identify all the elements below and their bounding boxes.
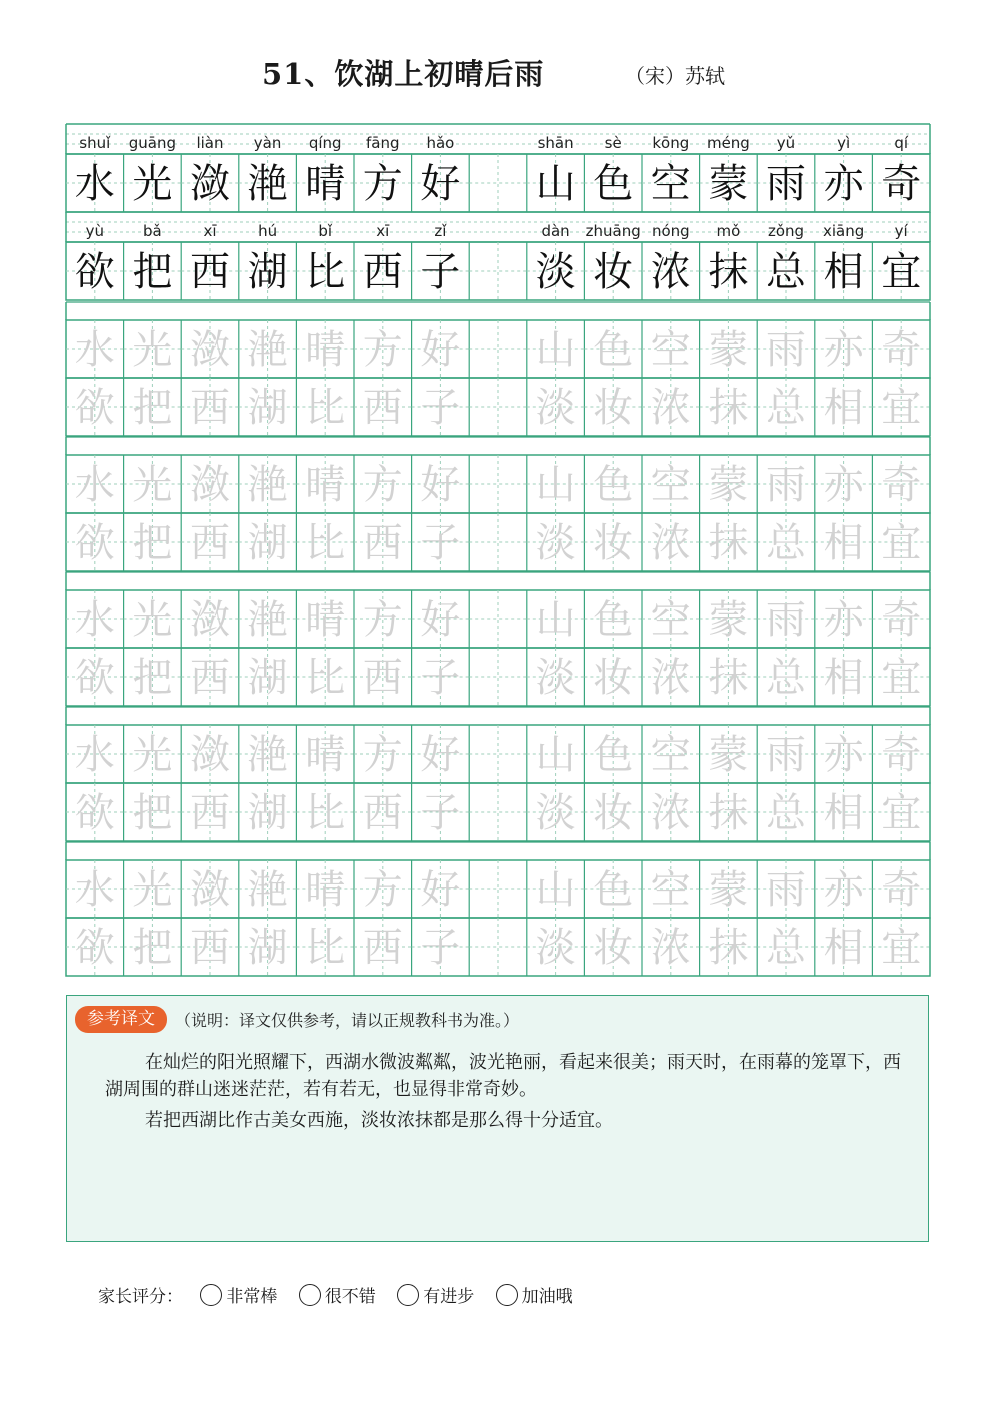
- practice-row-b-char: 子: [420, 655, 461, 701]
- practice-row-b-char: 西: [190, 385, 230, 431]
- practice-row-a-char: 水: [74, 732, 115, 778]
- practice-row-a-char: 色: [593, 597, 634, 643]
- rating-circle-3[interactable]: [397, 1284, 419, 1306]
- practice-row-b-char: 湖: [247, 655, 288, 701]
- practice-row-b-char: 淡: [535, 925, 576, 971]
- practice-row-a-char: 好: [420, 327, 461, 373]
- practice-row-b-char: 欲: [74, 385, 115, 431]
- practice-row-b-char: 抹: [708, 385, 749, 431]
- practice-row-a-char: 雨: [766, 732, 806, 778]
- practice-row-a-char: 潋: [190, 597, 230, 643]
- practice-row-b-char: 子: [420, 925, 461, 971]
- practice-row-a-char: 水: [74, 597, 115, 643]
- practice-row-b-char: 湖: [247, 520, 288, 566]
- practice-row-a-char: 山: [535, 462, 576, 508]
- practice-row-a-char: 色: [593, 327, 634, 373]
- practice-row-b-char: 子: [420, 520, 461, 566]
- practice-row-a-char: 光: [132, 867, 173, 913]
- pinyin-row-1-syllable: yàn: [253, 134, 282, 152]
- practice-row-a-char: 光: [132, 732, 173, 778]
- char-row-1-char: 山: [535, 161, 576, 207]
- practice-row-b-char: 把: [132, 790, 173, 836]
- practice-row-b-char: 妆: [593, 385, 634, 431]
- practice-row-a-char: 蒙: [708, 867, 749, 913]
- rating-circle-4[interactable]: [496, 1284, 518, 1306]
- pinyin-row-2-syllable: yù: [85, 222, 104, 240]
- practice-row-b-char: 抹: [708, 655, 749, 701]
- practice-row-a-char: 晴: [305, 867, 346, 913]
- rating-label: 家长评分：: [98, 1287, 183, 1307]
- char-row-2-char: 欲: [74, 249, 115, 295]
- practice-row-a-char: 晴: [305, 462, 346, 508]
- practice-row-b-char: 欲: [74, 925, 115, 971]
- practice-row-b-char: 妆: [593, 520, 634, 566]
- practice-row-b-char: 总: [766, 655, 806, 701]
- pinyin-row-1-syllable: qíng: [308, 134, 342, 152]
- practice-row-b-char: 总: [766, 385, 806, 431]
- practice-row-b-char: 西: [362, 925, 403, 971]
- pinyin-row-1-syllable: yǔ: [776, 134, 796, 152]
- practice-row-a-char: 晴: [305, 597, 346, 643]
- char-row-1-char: 蒙: [708, 161, 749, 207]
- practice-row-a-char: 山: [535, 732, 576, 778]
- practice-row-b-char: 欲: [74, 655, 115, 701]
- practice-row-b-char: 比: [305, 925, 346, 971]
- practice-row-a-char: 光: [132, 597, 173, 643]
- practice-row-b-char: 淡: [535, 520, 576, 566]
- pinyin-row-2-syllable: zhuāng: [585, 222, 641, 240]
- practice-row-b-char: 抹: [708, 790, 749, 836]
- practice-row-a-char: 雨: [766, 462, 806, 508]
- practice-row-b-char: 总: [766, 520, 806, 566]
- practice-row-a-char: 山: [535, 327, 576, 373]
- practice-row-a-char: 山: [535, 867, 576, 913]
- practice-row-a-char: 潋: [190, 867, 230, 913]
- pinyin-row-1-syllable: hǎo: [426, 134, 455, 152]
- pinyin-row-2-syllable: yí: [894, 222, 908, 240]
- practice-row-b-char: 相: [823, 925, 864, 971]
- practice-row-a-char: 山: [535, 597, 576, 643]
- practice-row-a-char: 蒙: [708, 597, 749, 643]
- practice-row-b-char: 比: [305, 790, 346, 836]
- practice-row-b-char: 欲: [74, 790, 115, 836]
- practice-row-b-char: 西: [362, 520, 403, 566]
- practice-row-b-char: 把: [132, 520, 173, 566]
- practice-row-a-char: 水: [74, 462, 115, 508]
- char-row-2-char: 相: [823, 249, 864, 295]
- practice-row-a-char: 空: [650, 462, 691, 508]
- practice-row-b-char: 湖: [247, 385, 288, 431]
- practice-row-a-char: 滟: [247, 462, 288, 508]
- poem-author: （宋）苏轼: [625, 64, 725, 88]
- char-row-2-char: 总: [766, 249, 806, 295]
- char-row-1-char: 光: [132, 161, 173, 207]
- practice-row-b-char: 西: [362, 385, 403, 431]
- char-row-2-char: 西: [190, 249, 230, 295]
- char-row-2-char: 比: [305, 249, 346, 295]
- char-row-1-char: 方: [362, 161, 403, 207]
- practice-row-b-char: 抹: [708, 925, 749, 971]
- practice-row-a-char: 空: [650, 867, 691, 913]
- practice-row-b-char: 比: [305, 655, 346, 701]
- pinyin-row-1-syllable: shuǐ: [79, 134, 111, 152]
- practice-row-b-char: 淡: [535, 385, 576, 431]
- practice-row-b-char: 西: [190, 790, 230, 836]
- practice-row-a-char: 奇: [881, 867, 922, 913]
- practice-row-a-char: 滟: [247, 597, 288, 643]
- rating-option-2: 很不错: [324, 1287, 376, 1307]
- pinyin-row-1-syllable: guāng: [128, 134, 177, 152]
- parent-rating: [98, 1282, 577, 1312]
- char-row-2-char: 西: [362, 249, 403, 295]
- page-title: 51、饮湖上初晴后雨: [262, 57, 545, 91]
- pinyin-row-1-syllable: kōng: [652, 134, 690, 152]
- practice-row-a-char: 亦: [823, 597, 864, 643]
- practice-row-a-char: 奇: [881, 732, 922, 778]
- pinyin-row-2-syllable: xiāng: [822, 222, 865, 240]
- practice-row-b-char: 把: [132, 655, 173, 701]
- practice-row-b-char: 浓: [650, 520, 691, 566]
- practice-row-a-char: 雨: [766, 597, 806, 643]
- practice-row-b-char: 西: [190, 925, 230, 971]
- practice-row-b-char: 淡: [535, 790, 576, 836]
- practice-row-b-char: 抹: [708, 520, 749, 566]
- practice-row-a-char: 方: [362, 867, 403, 913]
- practice-row-a-char: 好: [420, 597, 461, 643]
- practice-row-b-char: 湖: [247, 925, 288, 971]
- practice-row-b-char: 浓: [650, 385, 691, 431]
- pinyin-row-2-syllable: xī: [203, 222, 217, 240]
- practice-row-b-char: 西: [190, 520, 230, 566]
- practice-row-b-char: 子: [420, 385, 461, 431]
- pinyin-row-1-syllable: méng: [706, 134, 750, 152]
- practice-row-b-char: 浓: [650, 655, 691, 701]
- practice-row-b-char: 把: [132, 385, 173, 431]
- practice-row-b-char: 欲: [74, 520, 115, 566]
- char-row-2-char: 宜: [881, 249, 922, 295]
- practice-row-b-char: 西: [362, 655, 403, 701]
- practice-row-b-char: 宜: [881, 925, 922, 971]
- translation-note: （说明：译文仅供参考，请以正规教科书为准。）: [175, 1011, 520, 1030]
- pinyin-row-1-syllable: liàn: [196, 134, 224, 152]
- char-row-1-char: 晴: [305, 161, 346, 207]
- pinyin-row-2-syllable: xī: [376, 222, 390, 240]
- rating-circle-1[interactable]: [200, 1284, 222, 1306]
- practice-row-a-char: 亦: [823, 867, 864, 913]
- practice-row-a-char: 亦: [823, 462, 864, 508]
- practice-row-a-char: 雨: [766, 327, 806, 373]
- practice-row-a-char: 滟: [247, 327, 288, 373]
- practice-row-a-char: 光: [132, 327, 173, 373]
- char-row-2-char: 把: [132, 249, 173, 295]
- practice-row-a-char: 雨: [766, 867, 806, 913]
- practice-row-b-char: 子: [420, 790, 461, 836]
- practice-row-b-char: 妆: [593, 925, 634, 971]
- practice-row-a-char: 好: [420, 462, 461, 508]
- practice-row-a-char: 方: [362, 462, 403, 508]
- practice-row-a-char: 蒙: [708, 462, 749, 508]
- practice-row-b-char: 比: [305, 385, 346, 431]
- practice-row-b-char: 宜: [881, 655, 922, 701]
- practice-row-b-char: 相: [823, 520, 864, 566]
- rating-option-1: 非常棒: [226, 1287, 278, 1307]
- char-row-1-char: 雨: [766, 161, 806, 207]
- practice-row-a-char: 好: [420, 732, 461, 778]
- practice-row-a-char: 空: [650, 327, 691, 373]
- translation-badge: 参考译文: [75, 1006, 167, 1033]
- practice-row-a-char: 奇: [881, 462, 922, 508]
- char-row-1-char: 色: [593, 161, 634, 207]
- char-row-1-char: 空: [650, 161, 691, 207]
- practice-row-b-char: 宜: [881, 790, 922, 836]
- pinyin-row-1-syllable: yì: [837, 134, 851, 152]
- practice-row-a-char: 滟: [247, 867, 288, 913]
- practice-row-a-char: 潋: [190, 732, 230, 778]
- char-row-1-char: 水: [74, 161, 115, 207]
- char-row-1-char: 奇: [881, 161, 922, 207]
- practice-row-b-char: 宜: [881, 520, 922, 566]
- pinyin-row-2-syllable: zǐ: [434, 222, 447, 240]
- practice-row-a-char: 晴: [305, 732, 346, 778]
- pinyin-row-1-syllable: shān: [537, 134, 574, 152]
- char-row-1-char: 滟: [247, 161, 288, 207]
- practice-row-b-char: 西: [362, 790, 403, 836]
- practice-row-a-char: 光: [132, 462, 173, 508]
- practice-row-a-char: 色: [593, 732, 634, 778]
- practice-row-b-char: 宜: [881, 385, 922, 431]
- char-row-2-char: 妆: [593, 249, 634, 295]
- pinyin-row-2-syllable: hú: [258, 222, 278, 240]
- practice-row-b-char: 总: [766, 790, 806, 836]
- pinyin-row-1-syllable: sè: [604, 134, 622, 152]
- practice-row-a-char: 好: [420, 867, 461, 913]
- translation-paragraph-1: 在灿烂的阳光照耀下，西湖水微波粼粼，波光艳丽，看起来很美；雨天时，在雨幕的笼罩下，西湖周围的群山迷迷茫茫，若有若无，也显得非常奇妙。: [105, 1052, 901, 1100]
- practice-row-b-char: 浓: [650, 790, 691, 836]
- practice-row-b-char: 淡: [535, 655, 576, 701]
- practice-row-a-char: 潋: [190, 462, 230, 508]
- practice-row-a-char: 色: [593, 462, 634, 508]
- practice-row-b-char: 相: [823, 655, 864, 701]
- practice-row-b-char: 西: [190, 655, 230, 701]
- practice-row-b-char: 湖: [247, 790, 288, 836]
- char-row-2-char: 淡: [535, 249, 576, 295]
- practice-row-b-char: 比: [305, 520, 346, 566]
- pinyin-row-2-syllable: nóng: [651, 222, 690, 240]
- char-row-2-char: 湖: [247, 249, 288, 295]
- rating-option-4: 加油哦: [521, 1287, 573, 1307]
- practice-row-b-char: 妆: [593, 790, 634, 836]
- pinyin-row-1-syllable: fāng: [366, 134, 400, 152]
- practice-row-b-char: 妆: [593, 655, 634, 701]
- rating-option-3: 有进步: [423, 1287, 475, 1307]
- pinyin-row-1-syllable: qí: [894, 134, 909, 152]
- practice-row-a-char: 蒙: [708, 732, 749, 778]
- practice-row-a-char: 潋: [190, 327, 230, 373]
- practice-row-b-char: 总: [766, 925, 806, 971]
- practice-row-a-char: 亦: [823, 732, 864, 778]
- translation-paragraph-2: 若把西湖比作古美女西施，淡妆浓抹都是那么得十分适宜。: [145, 1110, 613, 1131]
- translation-panel: [66, 995, 929, 1242]
- practice-row-a-char: 亦: [823, 327, 864, 373]
- practice-row-a-char: 空: [650, 732, 691, 778]
- practice-row-a-char: 水: [74, 867, 115, 913]
- pinyin-row-2-syllable: zǒng: [767, 222, 805, 240]
- rating-circle-2[interactable]: [299, 1284, 321, 1306]
- practice-row-a-char: 奇: [881, 597, 922, 643]
- practice-row-a-char: 滟: [247, 732, 288, 778]
- practice-row-b-char: 浓: [650, 925, 691, 971]
- practice-row-b-char: 相: [823, 790, 864, 836]
- practice-row-b-char: 把: [132, 925, 173, 971]
- char-row-1-char: 好: [420, 161, 461, 207]
- practice-row-a-char: 水: [74, 327, 115, 373]
- char-row-2-char: 子: [420, 249, 461, 295]
- practice-row-a-char: 色: [593, 867, 634, 913]
- char-row-1-char: 亦: [823, 161, 864, 207]
- practice-row-a-char: 晴: [305, 327, 346, 373]
- practice-row-a-char: 方: [362, 597, 403, 643]
- char-row-2-char: 抹: [708, 249, 749, 295]
- pinyin-row-2-syllable: dàn: [541, 222, 570, 240]
- practice-row-a-char: 方: [362, 732, 403, 778]
- practice-row-a-char: 方: [362, 327, 403, 373]
- practice-row-a-char: 蒙: [708, 327, 749, 373]
- char-row-2-char: 浓: [650, 249, 691, 295]
- practice-row-a-char: 奇: [881, 327, 922, 373]
- pinyin-row-2-syllable: mǒ: [716, 222, 741, 240]
- practice-row-a-char: 空: [650, 597, 691, 643]
- practice-row-b-char: 相: [823, 385, 864, 431]
- pinyin-row-2-syllable: bǎ: [143, 222, 162, 240]
- pinyin-row-2-syllable: bǐ: [318, 222, 333, 240]
- char-row-1-char: 潋: [190, 161, 230, 207]
